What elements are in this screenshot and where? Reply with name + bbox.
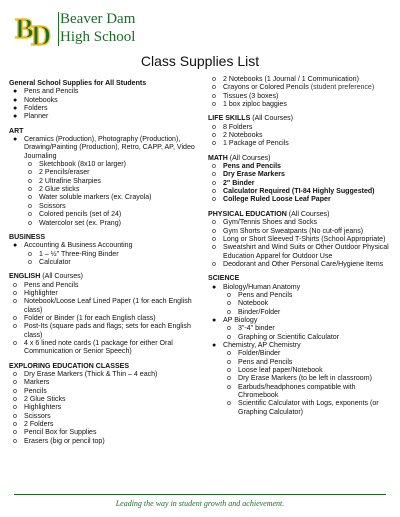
section-heading-note: (All Courses) [286,210,330,218]
list-item-text: 2" Binder [223,179,255,187]
section-heading [9,234,199,242]
left-column [9,74,199,446]
circle-bullet-icon: o [28,250,32,258]
list-item [9,315,199,323]
circle-bullet-icon: o [212,140,216,148]
list-item-text: Markers [24,379,50,387]
circle-bullet-icon: o [28,169,32,177]
list-item-text: Pens and Pencils [24,281,79,289]
section-heading-text: ENGLISH [9,273,41,281]
list-item-text: Dry Erase Markers [223,171,285,179]
footer-tagline: Leading the way in student growth and achievement. [115,499,285,508]
circle-bullet-icon: o [13,437,17,445]
list-item [208,244,396,261]
svg-text:B: B [15,14,34,45]
section-heading-text: EXPLORING EDUCATION CLASSES [9,362,130,370]
section-heading-note: (All Courses) [250,115,293,123]
list-item [9,421,199,429]
list-item [208,132,396,140]
bullet-icon: ● [212,341,217,349]
section-heading-note: (All Courses) [227,154,271,162]
list-item [9,211,199,219]
circle-bullet-icon: o [28,161,32,169]
section-heading [208,211,396,219]
bullet-icon: ● [13,96,18,104]
list-item-text: Tissues (3 boxes) [223,92,279,100]
list-item [9,251,199,259]
list-item [9,438,199,446]
list-item [208,171,396,179]
circle-bullet-icon: o [212,235,216,243]
list-item-text: Scissors [24,412,51,420]
list-item-text: Pens and Pencils [238,291,293,299]
circle-bullet-icon: o [212,132,216,140]
circle-bullet-icon: o [28,211,32,219]
circle-bullet-icon: o [13,281,17,289]
circle-bullet-icon: o [212,101,216,109]
list-item [208,350,396,358]
list-item-text: 1 box ziploc baggies [223,101,287,109]
circle-bullet-icon: o [13,396,17,404]
circle-bullet-icon: o [13,387,17,395]
list-item [208,261,396,269]
school-name-line2: High School [60,29,136,45]
list-item-text: 2 Notebooks (1 Journal / 1 Communication) [223,76,359,83]
list-item-text: 2 Pencils/eraser [39,169,90,177]
list-item-text: 1 Package of Pencils [223,140,289,148]
circle-bullet-icon: o [212,76,216,83]
section-heading [9,80,199,88]
list-item [208,400,396,417]
list-item [208,334,396,342]
circle-bullet-icon: o [13,289,17,297]
list-item [9,161,199,169]
list-item-text: Gym/Tennis Shoes and Socks [223,219,318,227]
list-item-text: Long or Short Sleeved T-Shirts (School Appropriate) [223,235,386,243]
list-item [208,284,396,292]
list-item-text: Notebook [238,300,269,308]
list-item-text: 2 Ultrafine Sharpies [39,177,101,185]
section-heading [208,275,396,283]
list-item [9,169,199,177]
list-item-text: Notebooks [24,96,58,104]
list-item [9,323,199,340]
section-heading-text: MATH [208,154,228,162]
list-item-text: Pencils [24,387,47,395]
list-item [208,124,396,132]
list-item [208,163,396,171]
footer-divider [14,494,386,495]
list-item-text: Pens and Pencils [238,358,293,366]
circle-bullet-icon: o [13,379,17,387]
circle-bullet-icon: o [212,196,216,204]
circle-bullet-icon: o [212,84,216,92]
list-item [9,413,199,421]
list-item [208,101,396,109]
section-heading [208,115,396,123]
list-item-text: Post-Its (square pads and flags; sets for each English class) [24,323,191,339]
circle-bullet-icon: o [13,314,17,322]
circle-bullet-icon: o [212,123,216,131]
list-item-text: Erasers (big or pencil top) [24,437,105,445]
circle-bullet-icon: o [212,179,216,187]
list-item-text: Chemistry, AP Chemistry [223,341,301,349]
list-item-text: College Ruled Loose Leaf Paper [223,196,331,204]
circle-bullet-icon: o [13,298,17,306]
section-heading-text: ART [9,127,24,135]
list-item [9,290,199,298]
list-item-text: Crayons or Colored Pencils [223,84,309,92]
bullet-icon: ● [13,88,18,96]
list-item [208,84,396,92]
right-column [208,76,396,417]
circle-bullet-icon: o [13,323,17,331]
list-item-text: 2 Glue Sticks [24,396,66,404]
circle-bullet-icon: o [227,375,231,383]
circle-bullet-icon: o [28,186,32,194]
bullet-icon: ● [13,136,18,144]
circle-bullet-icon: o [13,339,17,347]
list-item-text: Sketchbook (8x10 or larger) [39,161,126,169]
list-item-text: Gym Shorts or Sweatpants (No cut-off jeans) [223,227,364,235]
list-item [208,93,396,101]
list-item-text: Graphing or Scientific Calculator [238,333,340,341]
circle-bullet-icon: o [227,400,231,408]
circle-bullet-icon: o [212,227,216,235]
list-item [9,282,199,290]
circle-bullet-icon: o [28,219,32,227]
list-item [9,88,199,96]
list-item-text: Accounting & Business Accounting [24,242,133,250]
list-item-text: 1 – ½" Three-Ring Binder [39,250,119,258]
list-item-text: Highlighters [24,404,62,412]
list-item [9,340,199,357]
section-heading-text: LIFE SKILLS [208,115,251,123]
circle-bullet-icon: o [212,188,216,196]
list-item-text: Binder/Folder [238,308,281,316]
circle-bullet-icon: o [227,300,231,308]
list-item [9,203,199,211]
list-item [9,178,199,186]
list-item-text: Scissors [39,202,66,210]
list-item [9,220,199,228]
list-item [208,325,396,333]
list-item-text: Biology/Human Anatomy [223,283,301,291]
list-item-text: Water soluble markers (ex. Crayola) [39,194,152,202]
bullet-icon: ● [13,242,18,250]
list-item [9,396,199,404]
list-item [9,97,199,105]
section-heading [9,128,199,136]
list-item [208,236,396,244]
list-item-text: Calculator Required (TI-84 Highly Suggested) [223,188,375,196]
circle-bullet-icon: o [13,412,17,420]
list-item-note: (student preference) [308,84,375,92]
circle-bullet-icon: o [28,258,32,266]
section-heading-note: (All Courses) [40,273,84,281]
list-item-text: 3"-4" binder [238,325,275,333]
list-item [9,242,199,250]
section-heading [208,155,396,163]
list-item [208,196,396,204]
list-item [208,367,396,375]
circle-bullet-icon: o [212,244,216,252]
list-item [208,228,396,236]
page-title: Class Supplies List [140,53,260,69]
circle-bullet-icon: o [212,219,216,227]
school-name [60,10,135,46]
list-item [208,188,396,196]
circle-bullet-icon: o [28,194,32,202]
list-item-text: Scientific Calculator with Logs, exponents (or Graphing Calculator) [238,400,379,416]
circle-bullet-icon: o [227,367,231,374]
bullet-icon: ● [13,113,18,121]
list-item [9,298,199,315]
svg-text:D: D [31,21,52,48]
circle-bullet-icon: o [227,333,231,341]
list-item-text: 2 Glue sticks [39,186,80,194]
circle-bullet-icon: o [227,383,231,391]
circle-bullet-icon: o [13,429,17,437]
circle-bullet-icon: o [13,404,17,412]
list-item-text: Colored pencils (set of 24) [39,211,122,219]
list-item-text: Earbuds/headphones compatible with Chromebook [238,383,356,400]
list-item [9,404,199,412]
list-item-text: Pencil Box for Supplies [24,429,97,437]
section-heading-text: PHYSICAL EDUCATION [208,210,287,218]
list-item [208,375,396,383]
bullet-icon: ● [212,316,217,324]
list-item-text: Watercolor set (ex. Prang) [39,219,121,227]
list-item [9,105,199,113]
list-item-text: 8 Folders [223,123,253,131]
list-item [9,186,199,194]
bullet-icon: ● [212,283,217,291]
circle-bullet-icon: o [13,371,17,378]
list-item [9,113,199,121]
list-item [208,180,396,188]
circle-bullet-icon: o [28,177,32,185]
list-item [208,140,396,148]
list-item-text: Ceramics (Production), Photography (Production), Drawing/Painting (Production), Retro, CAPP, AP, Video Journaling [24,136,195,160]
list-item-text: 2 Notebooks [223,132,263,140]
school-logo [14,8,54,48]
list-item-text: Notebook/Loose Leaf Lined Paper (1 for each English class) [24,298,192,314]
list-item [208,219,396,227]
circle-bullet-icon: o [227,291,231,299]
list-item-text: Calculator [39,258,71,266]
list-item [9,194,199,202]
list-item [208,309,396,317]
section-heading-text: SCIENCE [208,275,240,283]
list-item [9,379,199,387]
list-item [208,384,396,401]
circle-bullet-icon: o [212,163,216,171]
list-item-text: Highlighter [24,289,58,297]
circle-bullet-icon: o [28,202,32,210]
list-item-text: Folders [24,105,48,113]
bullet-icon: ● [13,105,18,113]
section-heading [9,363,199,371]
circle-bullet-icon: o [212,92,216,100]
list-item [208,300,396,308]
list-item [9,136,199,161]
list-item [208,76,396,84]
list-item [9,371,199,379]
school-name-line1: Beaver Dam [60,11,136,27]
circle-bullet-icon: o [227,350,231,358]
section-heading [9,273,199,281]
list-item [208,292,396,300]
circle-bullet-icon: o [13,421,17,429]
list-item-text: Planner [24,113,49,121]
list-item-text: 2 Folders [24,421,54,429]
section-heading-text: BUSINESS [9,233,46,241]
circle-bullet-icon: o [227,325,231,333]
section-heading-text: General School Supplies for All Students [9,80,147,87]
list-item-text: Pens and Pencils [24,88,79,96]
circle-bullet-icon: o [212,260,216,268]
list-item-text: Dry Erase Markers (to be left in classroom) [238,375,372,383]
list-item [208,342,396,350]
circle-bullet-icon: o [227,358,231,366]
list-item [208,359,396,367]
list-item-text: Dry Erase Markers (Thick & Thin – 4 each) [24,371,158,378]
circle-bullet-icon: o [227,308,231,316]
list-item [9,388,199,396]
list-item-text: Deodorant and Other Personal Care/Hygiene Items [223,260,384,268]
header-divider [58,12,59,46]
list-item-text: Sweatshirt and Wind Suits or Other Outdoor Physical Education Apparel for Outdoor Use [223,244,389,260]
list-item [208,317,396,325]
list-item-text: 4 x 6 lined note cards (1 package for either Oral Communication or Senior Speech) [24,339,173,356]
list-item-text: Folder/Binder [238,350,281,358]
list-item [9,259,199,267]
list-item-text: Folder or Binder (1 for each English class) [24,314,156,322]
list-item-text: AP Biology [223,316,258,324]
list-item-text: Pens and Pencils [223,163,281,171]
list-item [9,429,199,437]
list-item-text: Loose leaf paper/Notebook [238,367,323,374]
circle-bullet-icon: o [212,171,216,179]
